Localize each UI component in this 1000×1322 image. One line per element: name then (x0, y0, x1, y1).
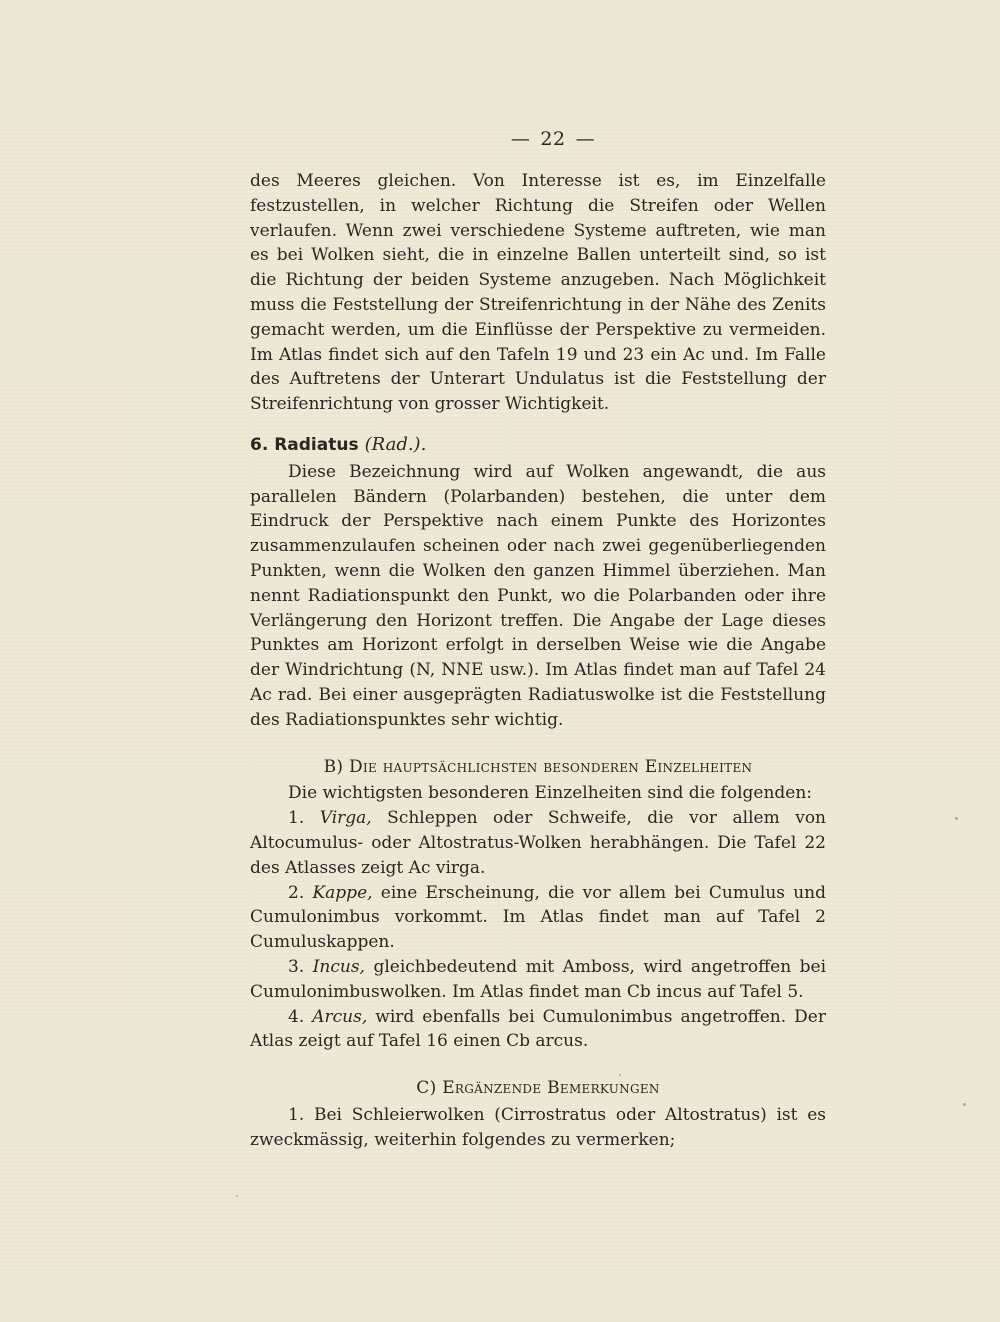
item-text: eine Erscheinung, die vor allem bei Cumulus und Cumulonimbus vorkommt. Im Atlas findet man auf Tafel 2 Cumuluskappen. (250, 882, 827, 953)
item-text: Schleppen oder Schweife, die vor allem von Altocumulus- oder Altostratus-Wolken herabhängen. Die Tafel 22 des Atlasses zeigt Ac virga. (250, 808, 826, 878)
paper-speck (963, 1103, 966, 1106)
section-c-item-1 (250, 1103, 826, 1153)
item-text: wird ebenfalls bei Cumulonimbus angetroffen. Der Atlas zeigt auf Tafel 16 einen Cb arcus. (250, 1006, 826, 1052)
paragraph-continued: des Meeres gleichen. Von Interesse ist es, im Einzelfalle festzustellen, in welcher Richtung die Streifen oder Wellen verlaufen. Wenn zwei verschiedene Systeme auftreten, wie man es bei Wolken sieht, die in einzelne Ballen unterteilt sind, so ist die Richtung der beiden Systeme anzugeben. Nach Möglichkeit muss die Feststellung der Streifenrichtung in der Nähe des Zenits gemacht werden, um die Einflüsse der Perspektive zu vermeiden. Im Atlas findet sich auf den Tafeln 19 und 23 ein Ac und. Im Falle des Auftretens der Unterart Undulatus ist die Feststellung der Streifenrichtung von grosser Wichtigkeit. (250, 171, 826, 415)
section-b-item-3 (250, 955, 826, 1005)
section-c-heading: C) Ergänzende Bemerkungen (416, 1078, 660, 1099)
item-number: 3. (288, 956, 305, 977)
item-term: Incus, (312, 956, 365, 977)
item-number: 4. (288, 1006, 305, 1027)
book-page (250, 125, 826, 1152)
section-6-heading (250, 433, 826, 458)
page-number (280, 125, 826, 153)
paper-speck (955, 817, 958, 820)
item-term: Virga, (319, 808, 372, 829)
item-number: 1. (288, 1104, 305, 1125)
item-number: 1. (288, 808, 305, 829)
section-b-intro: Die wichtigsten besonderen Einzelheiten sind die folgenden: (288, 783, 813, 804)
section-6-abbreviation: (Rad.). (364, 433, 427, 455)
item-text: gleichbedeutend mit Amboss, wird angetroffen bei Cumulonimbuswolken. Im Atlas findet man Cb incus auf Tafel 5. (250, 956, 827, 1002)
paper-speck (619, 1074, 621, 1076)
page-number-value: 22 (540, 128, 566, 150)
section-b-heading: B) Die hauptsächlichsten besonderen Einzelheiten (323, 756, 753, 777)
section-b-item-4 (250, 1005, 826, 1055)
item-text: Bei Schleierwolken (Cirrostratus oder Altostratus) ist es zweckmässig, weiterhin folgendes zu vermerken; (250, 1104, 827, 1150)
item-term: Kappe, (312, 882, 373, 903)
page-number-dash-left: — (510, 128, 531, 150)
section-b-item-2 (250, 881, 826, 955)
item-term: Arcus, (312, 1006, 368, 1027)
section-6-paragraph: Diese Bezeichnung wird auf Wolken angewandt, die aus parallelen Bändern (Polarbanden) bestehen, die unter dem Eindruck der Perspektive nach einem Punkte des Horizontes zusammenzulaufen scheinen oder nach zwei gegenüberliegenden Punkten, wenn die Wolken den ganzen Himmel überziehen. Man nennt Radiationspunkt den Punkt, wo die Polarbanden oder ihre Verlängerung den Horizont treffen. Die Angabe der Lage dieses Punktes am Horizont erfolgt in derselben Weise wie die Angabe der Windrichtung (N, NNE usw.). Im Atlas findet man auf Tafel 24 Ac rad. Bei einer ausgeprägten Radiatuswolke ist die Feststellung des Radiationspunktes sehr wichtig. (250, 461, 826, 730)
section-b-item-1 (250, 806, 826, 880)
item-number: 2. (288, 882, 305, 903)
page-number-dash-right: — (575, 128, 596, 150)
section-6-title: 6. Radiatus (250, 434, 359, 455)
paper-speck (236, 1195, 238, 1197)
